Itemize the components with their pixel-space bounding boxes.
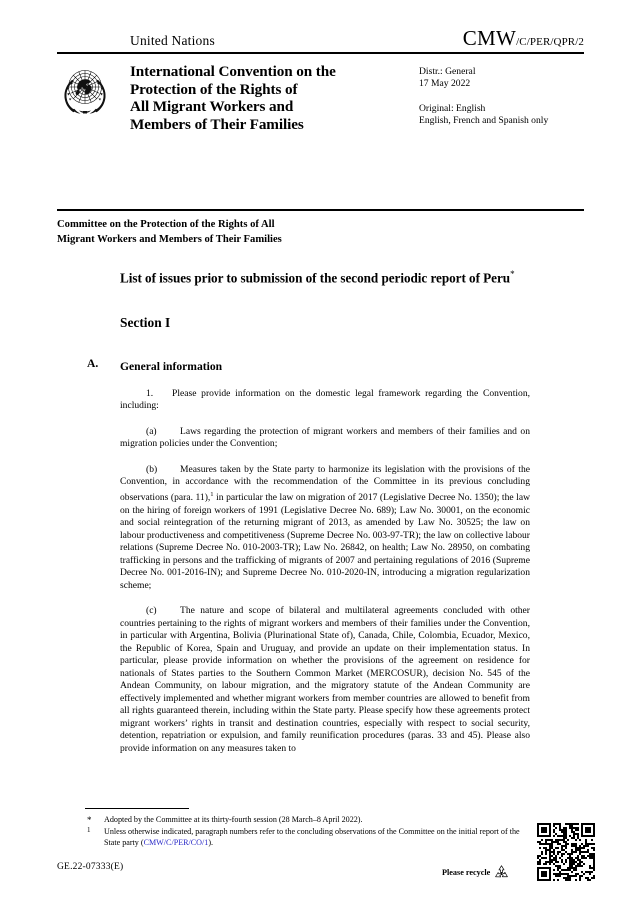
page-title-text: List of issues prior to submission of the second periodic report of Peru xyxy=(120,270,511,286)
footnote-separator xyxy=(85,808,189,809)
page-title xyxy=(120,266,530,287)
masthead-body xyxy=(57,63,584,133)
document-symbol-main: CMW xyxy=(462,26,517,50)
committee-divider xyxy=(57,209,584,211)
page-title-footnote-marker: * xyxy=(510,269,515,279)
subsection-letter: A. xyxy=(87,356,99,370)
footnote-star-marker: * xyxy=(87,815,92,825)
emblem-cell xyxy=(57,63,130,133)
masthead-top-row xyxy=(57,26,584,50)
footnote-star-text: Adopted by the Committee at its thirty-fourth session (28 March–8 April 2022). xyxy=(104,815,363,824)
committee-name xyxy=(57,218,457,247)
footnote-1-text-after-link: ). xyxy=(208,838,214,848)
convention-title-line-4: Members of Their Families xyxy=(130,115,304,133)
paragraph-1c-text: The nature and scope of bilateral and multilateral agreements concluded with other countries pertaining to the rights of migrant workers and members of their families under the Convention, in particular with Argentina, Bolivia (Plurinational State of), Canada, Chile, Colombia, Ecuador, Mexico, the Republic of Korea, Spain and Uruguay, and provide an update on their implementation status. In particular, please provide information on whether the provisions of the agreement on residence for nationals of States parties to the Southern Common Market (MERCOSUR), decision No. 545 of the Andean Community, on labour migration, and the migratory statute of the Andean Community are effectively implemented and whether migrant workers from member countries are allowed to benefit from all rights guaranteed therein, including within the State party. Please specify how these agreements protect migrant workers’ rights in transit and destination countries, especially with respect to social security, detention, repatriation or expulsion, and family reunification procedures (paras. 33 and 45). Please also provide information on any measures taken to xyxy=(120,605,530,754)
main-content xyxy=(87,266,530,755)
language-block xyxy=(419,103,584,128)
paragraph-1b-text-before-note: Measures taken by the State party to harmonize its legislation with the provisions of the Convention, in accordance with the recommendation of the Committee in its previous concluding observations (para. 11), xyxy=(120,463,530,504)
document-symbol-suffix: /C/PER/QPR/2 xyxy=(516,36,584,48)
paragraph-label-a: (a) xyxy=(146,425,157,437)
convention-title-line-1: International Convention on the xyxy=(130,63,336,80)
un-emblem-icon xyxy=(57,65,113,117)
recycle-notice xyxy=(442,864,510,881)
document-symbol xyxy=(463,26,584,51)
distribution-block xyxy=(419,63,584,133)
qr-code-icon xyxy=(537,823,595,881)
footnote-1-document-link[interactable]: CMW/C/PER/CO/1 xyxy=(143,838,209,848)
convention-title-line-2: Protection of the Rights of xyxy=(130,80,298,98)
paragraph-1b-footnote-marker: 1 xyxy=(210,490,214,498)
masthead-divider xyxy=(57,52,584,54)
paragraph-label-c: (c) xyxy=(146,605,157,617)
paragraph-1b xyxy=(120,464,530,592)
footnote-1-marker: 1 xyxy=(87,826,91,835)
paragraph-1a xyxy=(120,426,530,451)
paragraph-1a-text: Laws regarding the protection of migrant workers and members of their families and on migration policies under the Convention; xyxy=(120,425,530,450)
convention-title-line-3: All Migrant Workers and xyxy=(130,98,294,116)
committee-line-2: Migrant Workers and Members of Their Families xyxy=(57,233,282,245)
job-number: GE.22-07333(E) xyxy=(57,862,124,872)
subsection-title: General information xyxy=(120,359,223,373)
footnote-1-text-before-link: Unless otherwise indicated, paragraph numbers refer to the concluding observations of the Committee on the initial report of the State party ( xyxy=(104,827,520,848)
section-heading: Section I xyxy=(120,314,171,330)
paragraph-1b-text-after-note: in particular the law on migration of 2017 (Legislative Decree No. 1350); the law on the hiring of foreign workers of 1991 (Legislative Decree No. 689); Law No. 30001, on the economic and social reintegration of the returning migrant of 2013, as amended by Law No. 30525; the law on labour productiveness and competitiveness (Supreme Decree No. 003-97-TR); the law on collective labour relations (Supreme Decree No. 010-2003-TR); Law No. 26842, on health; Law No. 28950, on combating trafficking in persons and the trafficking of migrants of 2007 and pertaining regulations of 2016 (Supreme Decree No. 001-2016-IN); and Supreme Decree No. 010-2020-IN, introducing a migration regularization scheme; xyxy=(120,492,530,591)
footnotes xyxy=(85,814,530,849)
recycle-icon xyxy=(493,864,510,881)
committee-line-1: Committee on the Protection of the Rights of All xyxy=(57,219,275,230)
recycle-label: Please recycle xyxy=(442,868,491,877)
original-language: Original: English xyxy=(419,102,486,114)
paragraph-1c xyxy=(120,605,530,755)
footnote-star xyxy=(85,814,530,825)
distribution-date: 17 May 2022 xyxy=(419,78,471,90)
paragraph-number: 1. xyxy=(146,387,154,399)
subsection-heading xyxy=(87,356,530,375)
footnote-1 xyxy=(85,826,530,848)
masthead xyxy=(57,26,584,133)
paragraph-label-b: (b) xyxy=(146,463,158,475)
organization-name: United Nations xyxy=(130,33,215,48)
available-languages: English, French and Spanish only xyxy=(419,115,549,127)
convention-title xyxy=(130,63,419,133)
paragraph-1 xyxy=(120,388,530,413)
distribution-type: Distr.: General xyxy=(419,66,476,77)
paragraph-1-text: Please provide information on the domestic legal framework regarding the Convention, including: xyxy=(120,387,530,412)
